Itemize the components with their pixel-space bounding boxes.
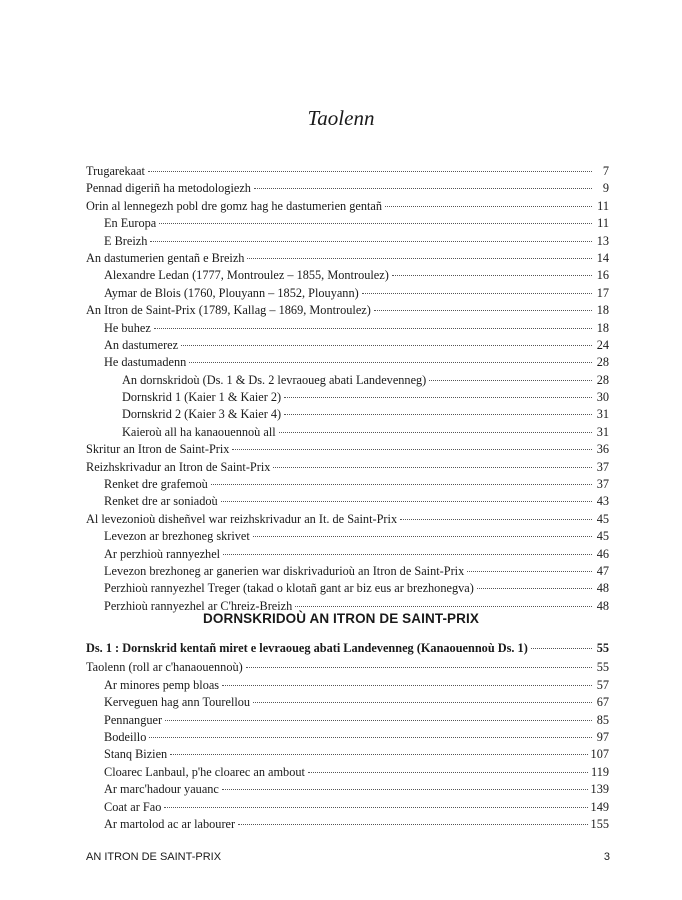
dot-leader xyxy=(308,772,588,773)
toc-entry-page: 43 xyxy=(596,494,609,509)
table-of-contents xyxy=(86,163,609,615)
toc-entry xyxy=(86,372,609,389)
toc-entry xyxy=(86,546,609,563)
toc-entry xyxy=(86,302,609,319)
dot-leader xyxy=(295,606,592,607)
dot-leader xyxy=(253,702,592,703)
toc-entry-page: 57 xyxy=(596,677,609,692)
toc-entry-label: Ar martolod ac ar labourer xyxy=(104,816,236,831)
dot-leader xyxy=(273,467,592,468)
toc-entry-page: 13 xyxy=(596,233,609,248)
toc-entry-label: Ar minores pemp bloas xyxy=(104,677,220,692)
dot-leader xyxy=(362,293,592,294)
dot-leader xyxy=(164,807,587,808)
toc-entry-page: 31 xyxy=(596,424,609,439)
toc-entry-label: Dornskrid 1 (Kaier 1 & Kaier 2) xyxy=(122,390,282,405)
toc-entry-page: 48 xyxy=(596,581,609,596)
toc-entry xyxy=(86,215,609,232)
toc-entry-page: 17 xyxy=(596,285,609,300)
toc-entry-label: An dornskridoù (Ds. 1 & Ds. 2 levraoueg abati Landevenneg) xyxy=(122,372,427,387)
toc-entry xyxy=(86,677,609,694)
toc-entry-label: Ds. 1 : Dornskrid kentañ miret e levraoueg abati Landevenneg (Kanaouennoù Ds. 1) xyxy=(86,641,528,655)
toc-entry-page: 107 xyxy=(590,747,609,762)
toc-entry-page: 28 xyxy=(596,372,609,387)
toc-entry-page: 37 xyxy=(596,459,609,474)
toc-entry-page: 139 xyxy=(590,782,609,797)
toc-entry-label: Renket dre ar soniadoù xyxy=(104,494,218,509)
dot-leader xyxy=(400,519,592,520)
toc-entry-page: 155 xyxy=(590,816,609,831)
toc-entry-page: 149 xyxy=(590,799,609,814)
toc-entry-label: He buhez xyxy=(104,320,151,335)
dot-leader xyxy=(221,501,592,502)
toc-entry-label: Al levezonioù disheñvel war reizhskrivadur an It. de Saint-Prix xyxy=(86,511,398,526)
toc-entry-page: 37 xyxy=(596,477,609,492)
toc-entry-page: 47 xyxy=(596,563,609,578)
toc-entry-page: 11 xyxy=(597,216,609,231)
toc-entry-page: 11 xyxy=(597,198,609,213)
dot-leader xyxy=(247,258,592,259)
toc-entry-label: Skritur an Itron de Saint-Prix xyxy=(86,442,230,457)
page-title: Taolenn xyxy=(307,106,375,130)
page-number: 3 xyxy=(603,851,610,863)
toc-entry-label: Reizhskrivadur an Itron de Saint-Prix xyxy=(86,459,271,474)
dot-leader xyxy=(254,188,592,189)
toc-entry xyxy=(86,640,609,657)
dot-leader xyxy=(223,554,592,555)
toc-entry xyxy=(86,354,609,371)
toc-entry-label: Kerveguen hag ann Tourellou xyxy=(104,695,251,710)
dot-leader xyxy=(284,397,592,398)
toc-entry-label: En Europa xyxy=(104,216,157,231)
toc-entry-page: 18 xyxy=(596,303,609,318)
dot-leader xyxy=(232,449,592,450)
toc-entry xyxy=(86,424,609,441)
toc-entry-page: 46 xyxy=(596,546,609,561)
dot-leader xyxy=(189,362,592,363)
dot-leader xyxy=(150,241,592,242)
dot-leader xyxy=(149,737,592,738)
toc-entry-label: Levezon brezhoneg ar ganerien war diskrivadurioù an Itron de Saint-Prix xyxy=(104,563,465,578)
dot-leader xyxy=(165,720,592,721)
toc-entry xyxy=(86,285,609,302)
toc-entry xyxy=(86,441,609,458)
dot-leader xyxy=(374,310,592,311)
toc-entry-page: 36 xyxy=(596,442,609,457)
section-heading: DORNSKRIDOÙ AN ITRON DE SAINT-PRIX xyxy=(203,611,479,626)
toc-entry-page: 97 xyxy=(596,729,609,744)
dot-leader xyxy=(222,789,588,790)
toc-entry-page: 48 xyxy=(596,598,609,613)
toc-entry xyxy=(86,580,609,597)
toc-entry xyxy=(86,267,609,284)
dot-leader xyxy=(159,223,592,224)
dot-leader xyxy=(392,275,592,276)
toc-entry-label: Kaieroù all ha kanaouennoù all xyxy=(122,424,276,439)
toc-entry-page: 9 xyxy=(602,181,609,196)
toc-entry xyxy=(86,389,609,406)
toc-entry-page: 67 xyxy=(596,695,609,710)
toc-entry-label: Aymar de Blois (1760, Plouyann – 1852, Plouyann) xyxy=(104,285,359,300)
toc-entry xyxy=(86,233,609,250)
toc-entry-label: Perzhioù rannyezhel Treger (takad o klotañ gant ar biz eus ar brezhonegva) xyxy=(104,581,474,596)
toc-entry-page: 16 xyxy=(596,268,609,283)
toc-entry xyxy=(86,816,609,833)
toc-entry xyxy=(86,250,609,267)
toc-entry-page: 45 xyxy=(596,529,609,544)
toc-entry-page: 55 xyxy=(596,641,609,655)
dot-leader xyxy=(467,571,592,572)
dot-leader xyxy=(531,648,592,649)
toc-entry xyxy=(86,163,609,180)
toc-entry xyxy=(86,459,609,476)
toc-entry xyxy=(86,406,609,423)
dot-leader xyxy=(238,824,587,825)
toc-entry-label: Renket dre grafemoù xyxy=(104,477,208,492)
dot-leader xyxy=(385,206,592,207)
toc-entry-page: 30 xyxy=(596,390,609,405)
toc-entry xyxy=(86,729,609,746)
toc-entry-page: 119 xyxy=(591,764,609,779)
toc-entry-page: 85 xyxy=(596,712,609,727)
toc-entry-page: 24 xyxy=(596,337,609,352)
toc-entry xyxy=(86,712,609,729)
toc-entry xyxy=(86,180,609,197)
toc-entry-label: Trugarekaat xyxy=(86,164,145,178)
toc-entry-label: He dastumadenn xyxy=(104,355,187,370)
toc-entry-label: An dastumerez xyxy=(104,337,179,352)
toc-entry-label: An dastumerien gentañ e Breizh xyxy=(86,250,245,265)
toc-entry-label: Perzhioù rannyezhel ar C'hreiz-Breizh xyxy=(104,598,293,613)
toc-entry-label: Levezon ar brezhoneg skrivet xyxy=(104,529,250,544)
dot-leader xyxy=(429,380,592,381)
dot-leader xyxy=(253,536,592,537)
toc-entry-page: 45 xyxy=(596,511,609,526)
toc-entry xyxy=(86,528,609,545)
toc-entry xyxy=(86,198,609,215)
toc-entry-label: Ar marc'hadour yauanc xyxy=(104,782,219,797)
toc-entry xyxy=(86,563,609,580)
toc-entry xyxy=(86,799,609,816)
dot-leader xyxy=(148,171,592,172)
dot-leader xyxy=(246,667,592,668)
dot-leader xyxy=(284,414,592,415)
toc-entry xyxy=(86,476,609,493)
toc-entry-page: 14 xyxy=(596,250,609,265)
toc-entry xyxy=(86,320,609,337)
toc-entry-label: Stanq Bizien xyxy=(104,747,168,762)
toc-entry xyxy=(86,511,609,528)
toc-entry-label: Pennad digeriñ ha metodologiezh xyxy=(86,181,251,196)
running-footer: AN ITRON DE SAINT-PRIX xyxy=(86,851,222,863)
toc-entry xyxy=(86,337,609,354)
toc-entry-label: Alexandre Ledan (1777, Montroulez – 1855, Montroulez) xyxy=(104,268,389,283)
toc-entry-label: An Itron de Saint-Prix (1789, Kallag – 1869, Montroulez) xyxy=(86,303,371,318)
toc-entry xyxy=(86,746,609,763)
toc-entry xyxy=(86,493,609,510)
toc-entry xyxy=(86,694,609,711)
dot-leader xyxy=(279,432,592,433)
dot-leader xyxy=(211,484,592,485)
toc-entry-label: Coat ar Fao xyxy=(104,799,162,814)
dot-leader xyxy=(170,754,587,755)
dot-leader xyxy=(477,588,592,589)
toc-entry xyxy=(86,781,609,798)
table-of-contents-manuscripts xyxy=(86,640,609,833)
toc-entry-page: 55 xyxy=(596,660,609,675)
dot-leader xyxy=(154,328,592,329)
toc-entry xyxy=(86,659,609,676)
toc-entry-label: Cloarec Lanbaul, p'he cloarec an ambout xyxy=(104,764,305,779)
toc-entry-label: Bodeillo xyxy=(104,729,147,744)
toc-entry-label: Ar perzhioù rannyezhel xyxy=(104,546,221,561)
toc-entry-page: 31 xyxy=(596,407,609,422)
toc-entry xyxy=(86,764,609,781)
dot-leader xyxy=(181,345,592,346)
toc-entry-label: Taolenn (roll ar c'hanaouennoù) xyxy=(86,660,243,675)
toc-entry-label: Dornskrid 2 (Kaier 3 & Kaier 4) xyxy=(122,407,282,422)
toc-entry-label: Orin al lennegezh pobl dre gomz hag he dastumerien gentañ xyxy=(86,198,383,213)
toc-entry-label: E Breizh xyxy=(104,233,148,248)
dot-leader xyxy=(222,685,592,686)
toc-entry-page: 7 xyxy=(602,164,609,178)
toc-entry-label: Pennanguer xyxy=(104,712,163,727)
toc-entry-page: 28 xyxy=(596,355,609,370)
toc-entry-page: 18 xyxy=(596,320,609,335)
